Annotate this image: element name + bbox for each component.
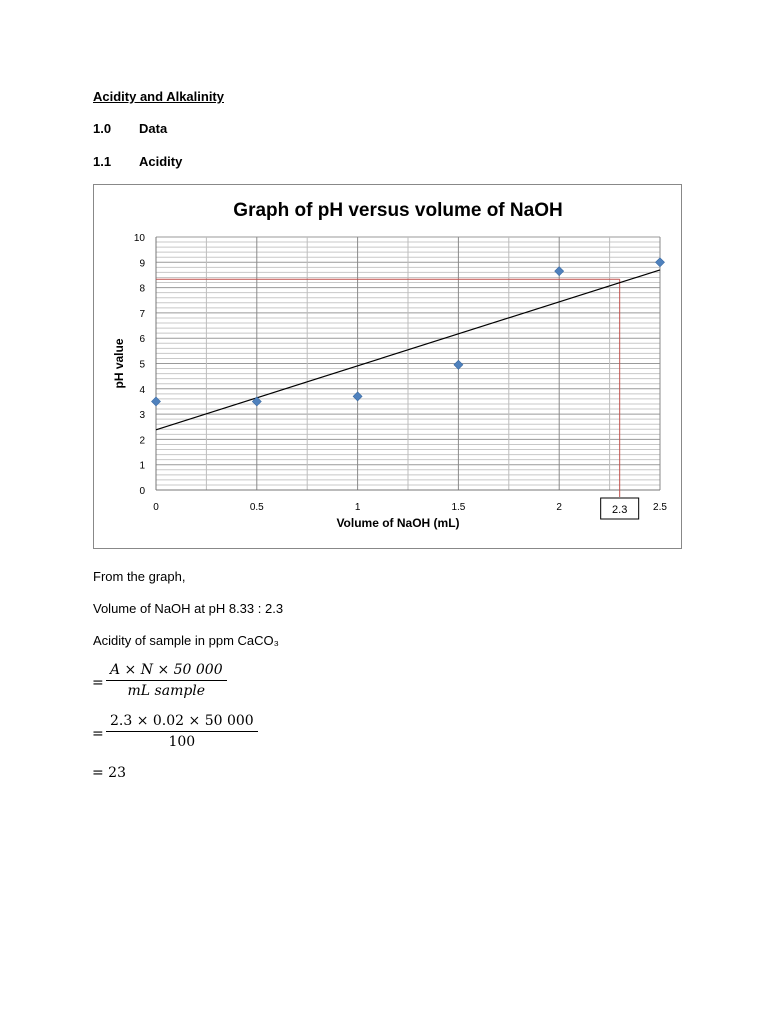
subsection-number: 1.1	[93, 154, 112, 169]
data-point	[152, 397, 161, 406]
subsection-title: Acidity	[139, 154, 183, 169]
data-point	[353, 392, 362, 401]
y-tick-label: 10	[133, 233, 145, 244]
chart-title: Graph of pH versus volume of NaOH	[233, 200, 563, 221]
final-result: = 23	[92, 765, 126, 781]
data-point	[555, 267, 564, 276]
x-tick-label: 1	[354, 502, 361, 513]
annotation-label: 2.3	[612, 504, 628, 516]
section-title: Data	[139, 121, 168, 136]
y-tick-label: 4	[139, 384, 145, 396]
chart-container	[93, 184, 682, 549]
document-heading: Acidity and Alkalinity	[93, 89, 224, 104]
formula-substituted	[106, 713, 258, 750]
equals-sign-2: =	[92, 726, 104, 742]
x-tick-label: 2.5	[653, 502, 667, 513]
y-tick-label: 2	[139, 435, 145, 447]
formula-general	[106, 662, 227, 699]
formula-substituted-numerator: 2.3 × 0.02 × 50 000	[106, 713, 258, 732]
formula-general-numerator: A × N × 50 000	[106, 662, 227, 681]
formula-general-denominator: mL sample	[127, 683, 206, 699]
volume-result-text: Volume of NaOH at pH 8.33 : 2.3	[93, 601, 284, 616]
formula-substituted-denominator: 100	[168, 734, 196, 750]
y-axis-title: pH value	[112, 338, 126, 389]
y-tick-label: 1	[139, 460, 145, 472]
x-tick-label: 1.5	[451, 502, 466, 513]
y-tick-label: 8	[139, 283, 145, 295]
y-tick-label: 0	[139, 486, 145, 497]
x-tick-label: 0	[153, 502, 159, 513]
data-point	[454, 360, 463, 369]
y-tick-label: 9	[139, 258, 145, 270]
equals-sign-1: =	[92, 675, 104, 691]
y-tick-label: 5	[139, 359, 145, 371]
data-point	[656, 258, 665, 267]
x-axis-title: Volume of NaOH (mL)	[336, 516, 460, 530]
x-tick-label: 0.5	[249, 502, 264, 513]
acidity-label-text: Acidity of sample in ppm CaCO₃	[93, 633, 279, 648]
y-tick-label: 7	[139, 308, 145, 320]
x-tick-label: 2	[556, 502, 562, 513]
from-graph-text: From the graph,	[93, 569, 186, 584]
y-tick-label: 6	[139, 334, 145, 346]
section-number: 1.0	[93, 121, 112, 136]
y-tick-label: 3	[139, 410, 145, 422]
ph-chart	[94, 185, 681, 548]
